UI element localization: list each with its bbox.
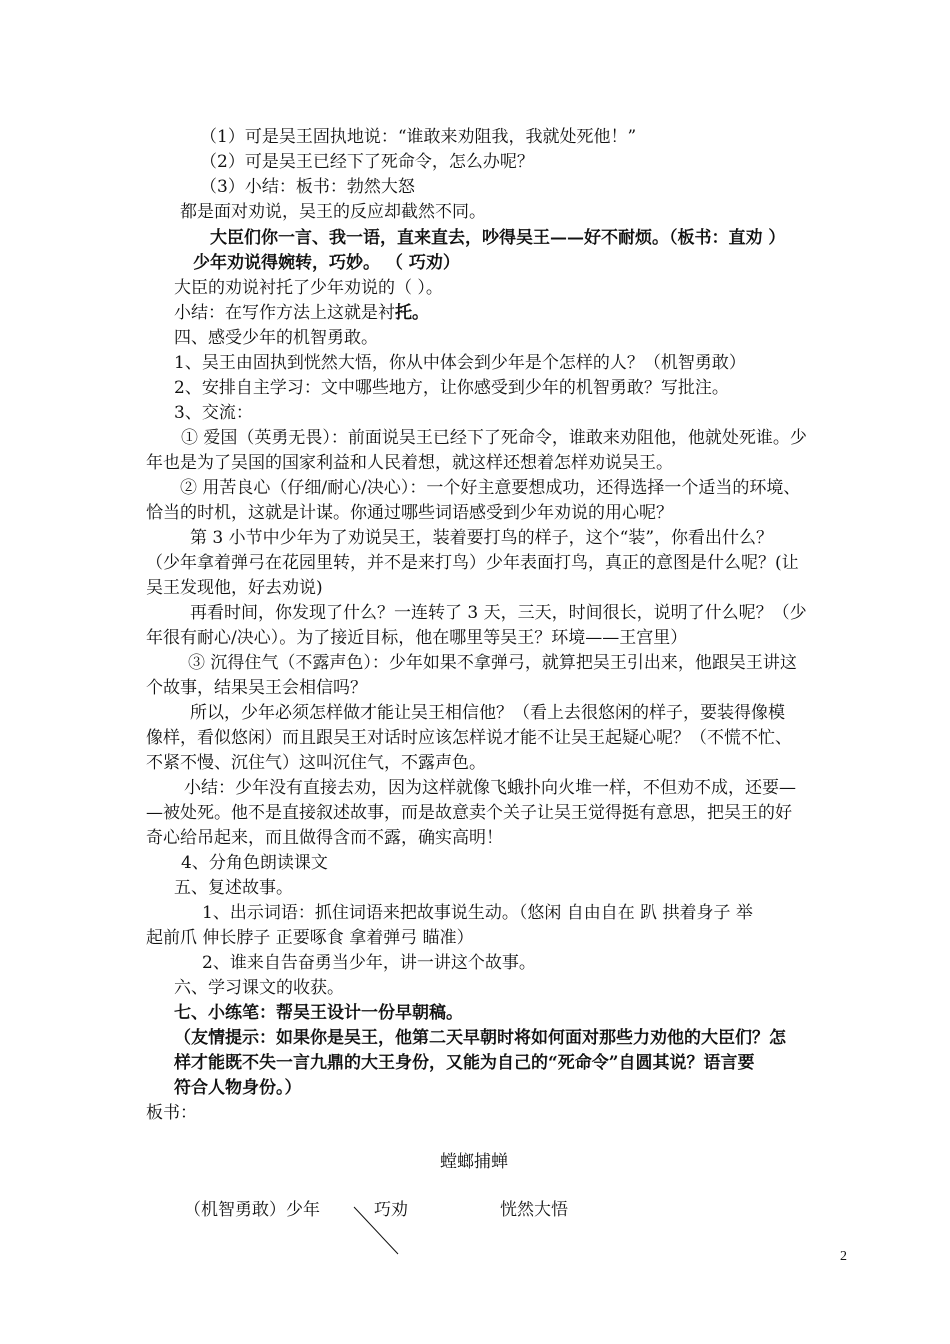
text-line-bold: 符合人物身份。） xyxy=(174,1078,302,1098)
text-line: ② 用苦良心（仔细/耐心/决心）：一个好主意要想成功，还得选择一个适当的环境、 xyxy=(180,478,801,498)
summary-text-bold: 托。 xyxy=(395,303,429,323)
board-label: 板书： xyxy=(146,1103,197,1123)
text-line: 年也是为了吴国的国家利益和人民着想，就这样还想着怎样劝说吴王。 xyxy=(146,453,673,473)
text-line: 3、交流： xyxy=(174,403,253,423)
text-line: 小结：少年没有直接去劝，因为这样就像飞蛾扑向火堆一样，不但劝不成，还要— xyxy=(184,778,796,798)
text-line: 起前爪 伸长脖子 正要啄食 拿着弹弓 瞄准） xyxy=(146,928,474,948)
text-line: 4、分角色朗读课文 xyxy=(181,853,328,873)
text-line: 个故事，结果吴王会相信吗？ xyxy=(146,678,367,698)
board-left-text: （机智勇敢）少年 xyxy=(184,1200,320,1220)
board-connector-line xyxy=(354,1207,398,1254)
section-heading: 六、学习课文的收获。 xyxy=(174,978,344,998)
text-line: 大臣的劝说衬托了少年劝说的（ ）。 xyxy=(174,278,443,298)
text-line-bold: 大臣们你一言、我一语，直来直去，吵得吴王——好不耐烦。（板书：直劝 ） xyxy=(210,228,786,248)
summary-text: 小结：在写作方法上这就是衬 xyxy=(174,303,395,323)
text-line: —被处死。他不是直接叙述故事，而是故意卖个关子让吴王觉得挺有意思，把吴王的好 xyxy=(146,803,792,823)
text-line: 再看时间，你发现了什么？一连转了 3 天，三天，时间很长，说明了什么呢？（少 xyxy=(190,603,807,623)
board-right-text: 恍然大悟 xyxy=(500,1200,568,1220)
text-line: （少年拿着弹弓在花园里转，并不是来打鸟）少年表面打鸟，真正的意图是什么呢？(让 xyxy=(146,553,799,573)
text-line: 奇心给吊起来，而且做得含而不露，确实高明！ xyxy=(146,828,503,848)
text-line: 像样，看似悠闲）而且跟吴王对话时应该怎样说才能不让吴王起疑心呢？（不慌不忙、 xyxy=(146,728,792,748)
text-line: 2、谁来自告奋勇当少年，讲一讲这个故事。 xyxy=(202,953,536,973)
text-line: （2）可是吴王已经下了死命令，怎么办呢？ xyxy=(200,152,534,172)
text-line: 恰当的时机，这就是计谋。你通过哪些词语感受到少年劝说的用心呢？ xyxy=(146,503,673,523)
board-title: 螳螂捕蝉 xyxy=(440,1152,508,1172)
text-line: 1、出示词语：抓住词语来把故事说生动。（悠闲 自由自在 趴 拱着身子 举 xyxy=(202,903,753,923)
text-line: 都是面对劝说，吴王的反应却截然不同。 xyxy=(180,202,486,222)
text-line: ① 爱国（英勇无畏）：前面说吴王已经下了死命令，谁敢来劝阻他，他就处死谁。少 xyxy=(181,428,807,448)
text-line: 2、安排自主学习：文中哪些地方，让你感受到少年的机智勇敢？写批注。 xyxy=(174,378,729,398)
text-line: 吴王发现他，好去劝说) xyxy=(146,578,323,598)
text-line: 年很有耐心/决心）。为了接近目标，他在哪里等吴王？环境——王宫里） xyxy=(146,628,688,648)
text-line-bold: 少年劝说得婉转，巧妙。 （ 巧劝） xyxy=(193,253,460,273)
page-number: 2 xyxy=(840,1249,847,1264)
section-heading-bold: 七、小练笔：帮吴王设计一份早朝稿。 xyxy=(174,1003,463,1023)
text-line: 1、吴王由固执到恍然大悟，你从中体会到少年是个怎样的人？（机智勇敢） xyxy=(174,353,746,373)
text-line: 第 3 小节中少年为了劝说吴王，装着要打鸟的样子，这个“装”，你看出什么？ xyxy=(190,528,774,548)
section-heading: 五、复述故事。 xyxy=(174,878,293,898)
text-line: 所以，少年必须怎样做才能让吴王相信他？（看上去很悠闲的样子，要装得像模 xyxy=(190,703,785,723)
section-heading: 四、感受少年的机智勇敢。 xyxy=(174,328,378,348)
text-line: 不紧不慢、沉住气）这叫沉住气，不露声色。 xyxy=(146,753,486,773)
text-line: （1）可是吴王固执地说：“谁敢来劝阻我，我就处死他！” xyxy=(200,127,637,147)
text-line-bold: 样才能既不失一言九鼎的大王身份，又能为自己的“死命令”自圆其说？语言要 xyxy=(174,1053,755,1073)
text-line: ③ 沉得住气（不露声色）：少年如果不拿弹弓，就算把吴王引出来，他跟吴王讲这 xyxy=(188,653,797,673)
text-line-bold: （友情提示：如果你是吴王，他第二天早朝时将如何面对那些力劝他的大臣们？怎 xyxy=(174,1028,786,1048)
text-line: （3）小结：板书：勃然大怒 xyxy=(200,177,415,197)
board-middle-text: 巧劝 xyxy=(374,1200,408,1220)
